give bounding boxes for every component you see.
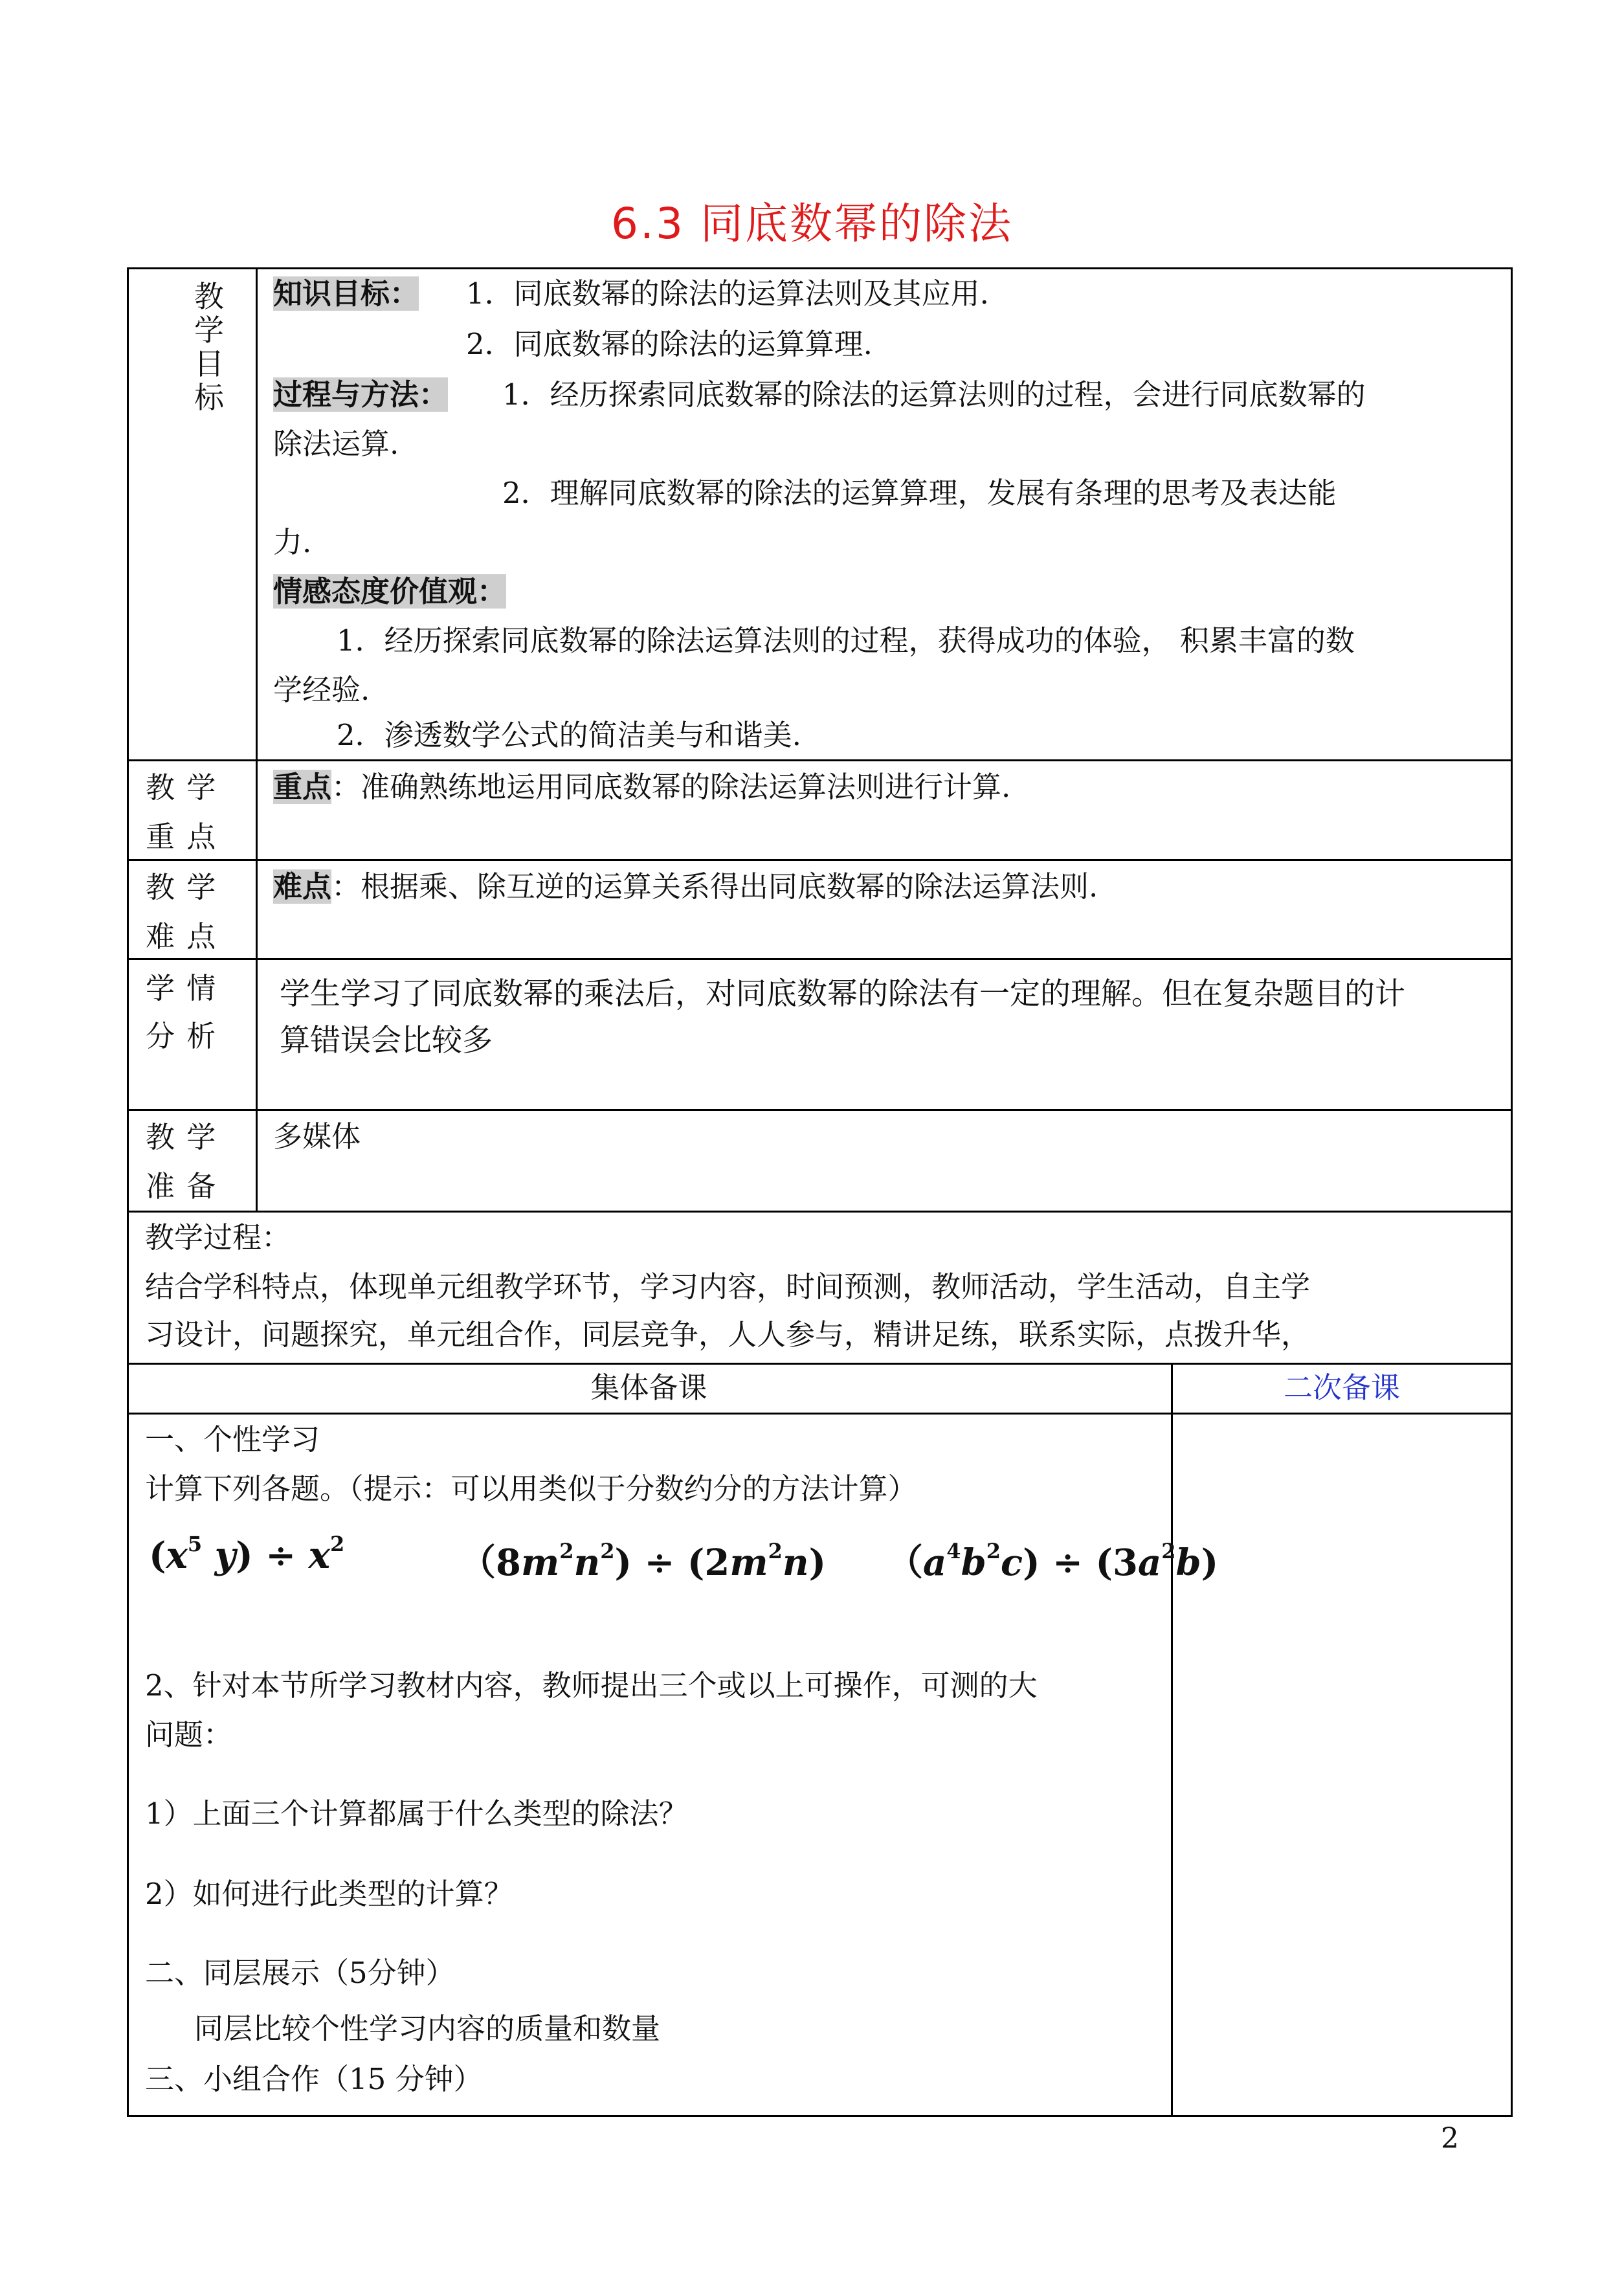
row-divider bbox=[127, 759, 1513, 761]
key-point-heading: 重点 bbox=[273, 770, 332, 804]
table-border-top bbox=[127, 267, 1513, 269]
table-border-right bbox=[1511, 267, 1513, 2117]
process-item-2-cont: 力. bbox=[273, 525, 312, 559]
process-heading-text: 教学过程： bbox=[145, 1220, 291, 1255]
formula-2: $(8m^2n^2) \div (2m^2n)$ bbox=[460, 1539, 827, 1584]
analysis-label-2: 分 析 bbox=[146, 1019, 217, 1053]
section-2-heading: 二、同层展示（5分钟） bbox=[145, 1956, 455, 1990]
knowledge-heading: 知识目标： bbox=[273, 276, 419, 311]
row-divider bbox=[127, 1413, 1513, 1415]
row-divider bbox=[127, 1109, 1513, 1111]
row-divider bbox=[127, 859, 1513, 861]
analysis-line-1: 学生学习了同底数幂的乘法后，对同底数幂的除法有一定的理解。但在复杂题目的计 bbox=[280, 976, 1405, 1012]
collective-prep-header: 集体备课 bbox=[590, 1370, 707, 1405]
secondary-column-divider bbox=[1171, 1363, 1173, 2117]
process-line-2: 习设计，问题探究，单元组合作，同层竞争，人人参与，精讲足练，联系实际，点拨升华， bbox=[145, 1317, 1311, 1352]
label-column-divider bbox=[256, 267, 258, 1213]
emotion-item-1-cont: 学经验. bbox=[273, 673, 370, 707]
page-number: 2 bbox=[1441, 2122, 1459, 2155]
section-2-text: 同层比较个性学习内容的质量和数量 bbox=[194, 2011, 661, 2046]
section-3-heading: 三、小组合作（15 分钟） bbox=[145, 2062, 483, 2096]
formula-3: $(a^4b^2c) \div (3a^2b)$ bbox=[887, 1539, 1219, 1584]
page-title: 6.3 同底数幂的除法 bbox=[611, 199, 1013, 249]
key-point-body: ：准确熟练地运用同底数幂的除法运算法则进行计算. bbox=[331, 770, 1011, 804]
section-1-heading: 一、个性学习 bbox=[145, 1422, 320, 1457]
analysis-line-2: 算错误会比较多 bbox=[280, 1023, 493, 1058]
difficulty-label-2: 难 点 bbox=[146, 919, 217, 954]
emotion-heading: 情感态度价值观： bbox=[273, 574, 507, 609]
table-border-bottom bbox=[127, 2115, 1513, 2117]
question-2-line-2: 问题： bbox=[145, 1717, 233, 1752]
key-point-label: 教 学 bbox=[146, 770, 217, 805]
difficulty-label: 教 学 bbox=[146, 870, 217, 904]
formula-1: ($x^5$ $y) \div x^2$ bbox=[149, 1532, 345, 1577]
knowledge-item-2: 2．同底数幂的除法的运算算理. bbox=[466, 327, 873, 361]
knowledge-item-1: 1．同底数幂的除法的运算法则及其应用. bbox=[466, 276, 989, 311]
difficulty-text bbox=[273, 864, 1098, 910]
table-border-left bbox=[127, 267, 129, 2117]
process-item-1-cont: 除法运算. bbox=[273, 427, 399, 461]
emotion-item-1: 1．经历探索同底数幂的除法运算法则的过程，获得成功的体验， 积累丰富的数 bbox=[337, 623, 1355, 658]
question-2-item-1: 1）上面三个计算都属于什么类型的除法？ bbox=[145, 1796, 688, 1831]
question-2-item-2: 2）如何进行此类型的计算？ bbox=[145, 1877, 513, 1911]
preparation-label-2: 准 备 bbox=[146, 1169, 217, 1203]
difficulty-heading: 难点 bbox=[273, 869, 332, 904]
difficulty-body: ：根据乘、除互逆的运算关系得出同底数幂的除法运算法则. bbox=[331, 869, 1098, 904]
key-point-label-2: 重 点 bbox=[146, 820, 217, 854]
preparation-label: 教 学 bbox=[146, 1120, 217, 1154]
row-divider bbox=[127, 958, 1513, 960]
emotion-item-2: 2．渗透数学公式的简洁美与和谐美. bbox=[337, 718, 801, 752]
analysis-label: 学 情 bbox=[146, 971, 217, 1005]
secondary-prep-header: 二次备课 bbox=[1283, 1370, 1400, 1405]
key-point-text bbox=[273, 764, 1010, 811]
process-item-2: 2．理解同底数幂的除法的运算算理，发展有条理的思考及表达能 bbox=[502, 476, 1337, 510]
objectives-label: 教学目标 bbox=[194, 279, 225, 415]
row-divider bbox=[127, 1211, 1513, 1213]
question-2-line-1: 2、针对本节所学习教材内容，教师提出三个或以上可操作，可测的大 bbox=[145, 1668, 1038, 1703]
process-heading: 过程与方法： bbox=[273, 377, 449, 412]
process-item-1: 1．经历探索同底数幂的除法的运算法则的过程，会进行同底数幂的 bbox=[502, 377, 1366, 412]
process-line-1: 结合学科特点，体现单元组教学环节，学习内容，时间预测，教师活动，学生活动，自主学 bbox=[145, 1270, 1311, 1304]
preparation-text: 多媒体 bbox=[273, 1119, 361, 1154]
section-1-task: 计算下列各题。（提示：可以用类似于分数约分的方法计算） bbox=[145, 1471, 917, 1506]
